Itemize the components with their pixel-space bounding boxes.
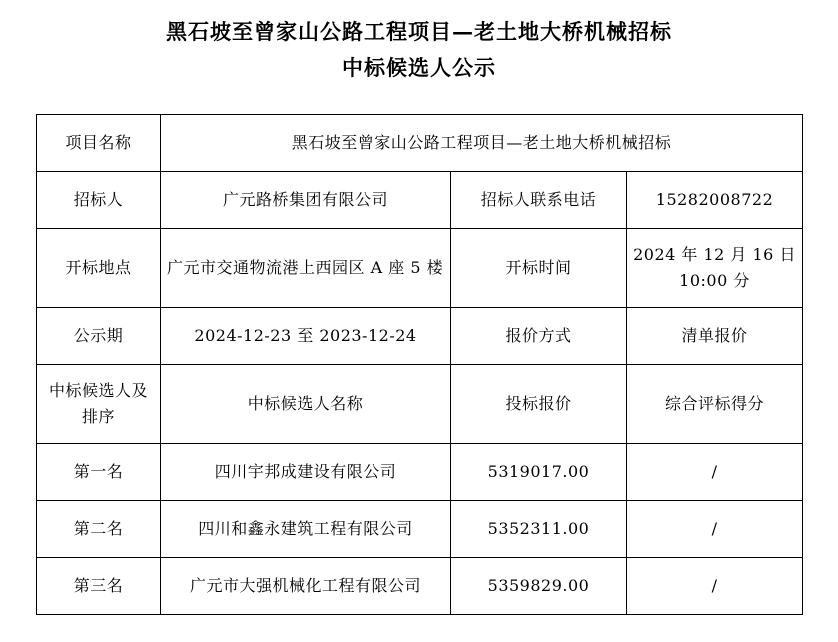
cell-label-tenderer: 招标人	[37, 172, 161, 229]
table-row-bid-opening	[37, 229, 803, 308]
table-row-project-name	[37, 115, 803, 172]
cell-candidate-price-1: 5319017.00	[451, 444, 627, 501]
cell-value-tenderer-phone: 15282008722	[627, 172, 803, 229]
table-row	[37, 444, 803, 501]
table-container	[0, 114, 838, 615]
table-row	[37, 558, 803, 615]
cell-candidate-rank-1: 第一名	[37, 444, 161, 501]
cell-candidate-score-3: /	[627, 558, 803, 615]
cell-label-quotation-method: 报价方式	[451, 308, 627, 365]
cell-label-candidates-ranking: 中标候选人及排序	[37, 365, 161, 444]
cell-value-bid-opening-time: 2024 年 12 月 16 日 10:00 分	[627, 229, 803, 308]
document-title	[0, 0, 838, 86]
cell-value-publicity-period: 2024-12-23 至 2023-12-24	[161, 308, 451, 365]
cell-value-tenderer: 广元路桥集团有限公司	[161, 172, 451, 229]
cell-value-quotation-method: 清单报价	[627, 308, 803, 365]
cell-label-tenderer-phone: 招标人联系电话	[451, 172, 627, 229]
cell-value-project-name: 黑石坡至曾家山公路工程项目—老土地大桥机械招标	[161, 115, 803, 172]
cell-candidate-rank-3: 第三名	[37, 558, 161, 615]
cell-header-bid-price: 投标报价	[451, 365, 627, 444]
cell-candidate-name-1: 四川宇邦成建设有限公司	[161, 444, 451, 501]
cell-header-evaluation-score: 综合评标得分	[627, 365, 803, 444]
cell-candidate-score-1: /	[627, 444, 803, 501]
table-row-publicity-period	[37, 308, 803, 365]
table-row-tenderer	[37, 172, 803, 229]
cell-candidate-price-3: 5359829.00	[451, 558, 627, 615]
table-row	[37, 501, 803, 558]
cell-header-candidate-name: 中标候选人名称	[161, 365, 451, 444]
table-row-candidates-header	[37, 365, 803, 444]
cell-label-bid-opening-time: 开标时间	[451, 229, 627, 308]
cell-candidate-rank-2: 第二名	[37, 501, 161, 558]
cell-label-project-name: 项目名称	[37, 115, 161, 172]
title-line-1: 黑石坡至曾家山公路工程项目—老土地大桥机械招标	[166, 19, 672, 44]
cell-label-publicity-period: 公示期	[37, 308, 161, 365]
cell-label-bid-opening-place: 开标地点	[37, 229, 161, 308]
cell-value-bid-opening-place: 广元市交通物流港上西园区 A 座 5 楼	[161, 229, 451, 308]
title-line-2: 中标候选人公示	[342, 55, 496, 80]
bid-announcement-table	[36, 114, 803, 615]
cell-candidate-price-2: 5352311.00	[451, 501, 627, 558]
cell-candidate-name-2: 四川和鑫永建筑工程有限公司	[161, 501, 451, 558]
cell-candidate-score-2: /	[627, 501, 803, 558]
cell-candidate-name-3: 广元市大强机械化工程有限公司	[161, 558, 451, 615]
